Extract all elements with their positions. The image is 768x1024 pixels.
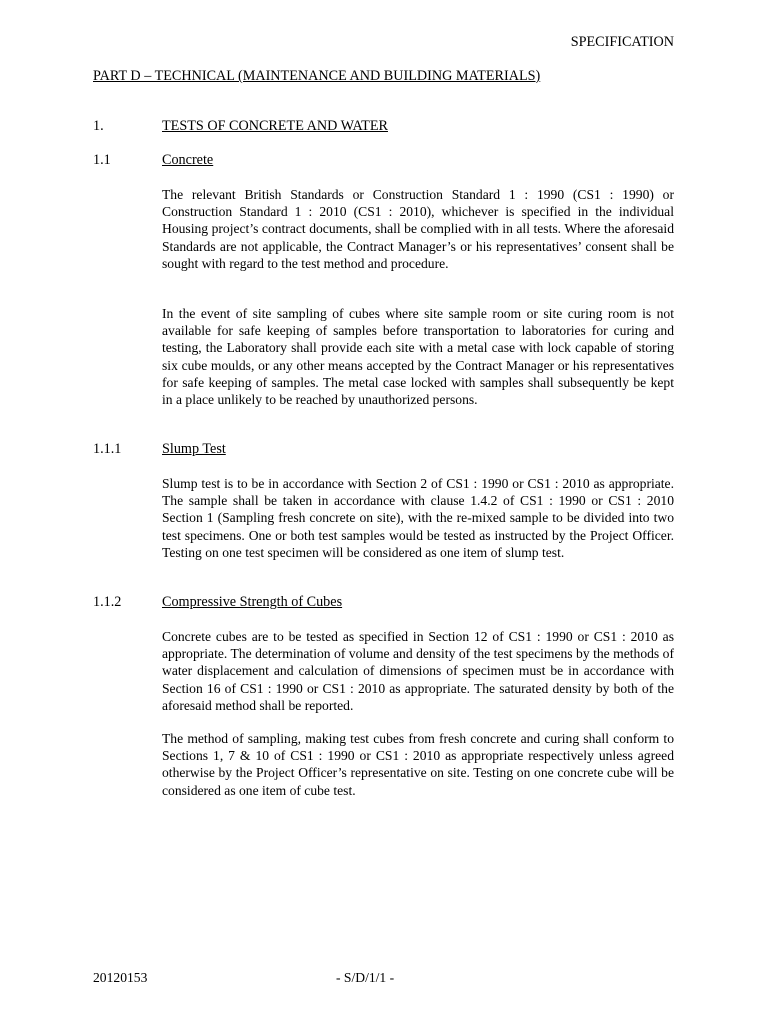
section-heading: Compressive Strength of Cubes: [162, 594, 343, 610]
document-reference-number: 20120153: [93, 970, 148, 985]
section-number: 1.1.2: [93, 594, 122, 610]
document-type-label: SPECIFICATION: [570, 34, 674, 50]
section-heading: Concrete: [162, 152, 214, 168]
paragraph: Slump test is to be in accordance with Section 2 of CS1 : 1990 or CS1 : 2010 as appropriate. The sample shall be taken in accordance with clause 1.4.2 of CS1 : 1990 or CS1 : 2010 Section 1 (Sampling fresh concrete on site), with the re-mixed sample to be divided into two test specimens. One or both test samples would be tested as instructed by the Project Officer. Testing on one test specimen will be considered as one item of slump test.: [162, 476, 674, 560]
section-heading: Slump Test: [162, 441, 226, 457]
section-number: 1.1.1: [93, 441, 122, 457]
section-number: 1.: [93, 118, 104, 134]
section-number: 1.1: [93, 152, 111, 168]
paragraph: The method of sampling, making test cubes from fresh concrete and curing shall conform to Sections 1, 7 & 10 of CS1 : 1990 or CS1 : 2010 as appropriate respectively unless agreed otherwise by the Project Officer’s representative on site. Testing on one concrete cube will be considered as one item of cube test.: [162, 731, 674, 798]
paragraph: The relevant British Standards or Construction Standard 1 : 1990 (CS1 : 1990) or Construction Standard 1 : 2010 (CS1 : 2010), whichever is specified in the individual Housing project’s contract documents, shall be complied with in all tests. Where the aforesaid Standards are not applicable, the Contract Manager’s or his representatives’ consent shall be sought with regard to the test method and procedure.: [162, 187, 674, 271]
section-heading: TESTS OF CONCRETE AND WATER: [162, 118, 388, 134]
part-title: PART D – TECHNICAL (MAINTENANCE AND BUILDING MATERIALS): [93, 68, 541, 84]
paragraph: Concrete cubes are to be tested as specified in Section 12 of CS1 : 1990 or CS1 : 2010 as appropriate. The determination of volume and density of the test specimens by the methods of water displacement and calculation of dimensions of specimen must be in accordance with Section 16 of CS1 : 1990 or CS1 : 2010 as appropriate. The saturated density by both of the aforesaid method shall be reported.: [162, 629, 674, 713]
paragraph: In the event of site sampling of cubes where site sample room or site curing room is not available for safe keeping of samples before transportation to laboratories for curing and testing, the Laboratory shall provide each site with a metal case with lock capable of storing six cube moulds, or any other means accepted by the Contract Manager or his representatives for safe keeping of samples. The metal case locked with samples shall subsequently be kept in a place unlikely to be reached by unauthorized persons.: [162, 306, 674, 408]
page-number: - S/D/1/1 -: [336, 970, 395, 985]
